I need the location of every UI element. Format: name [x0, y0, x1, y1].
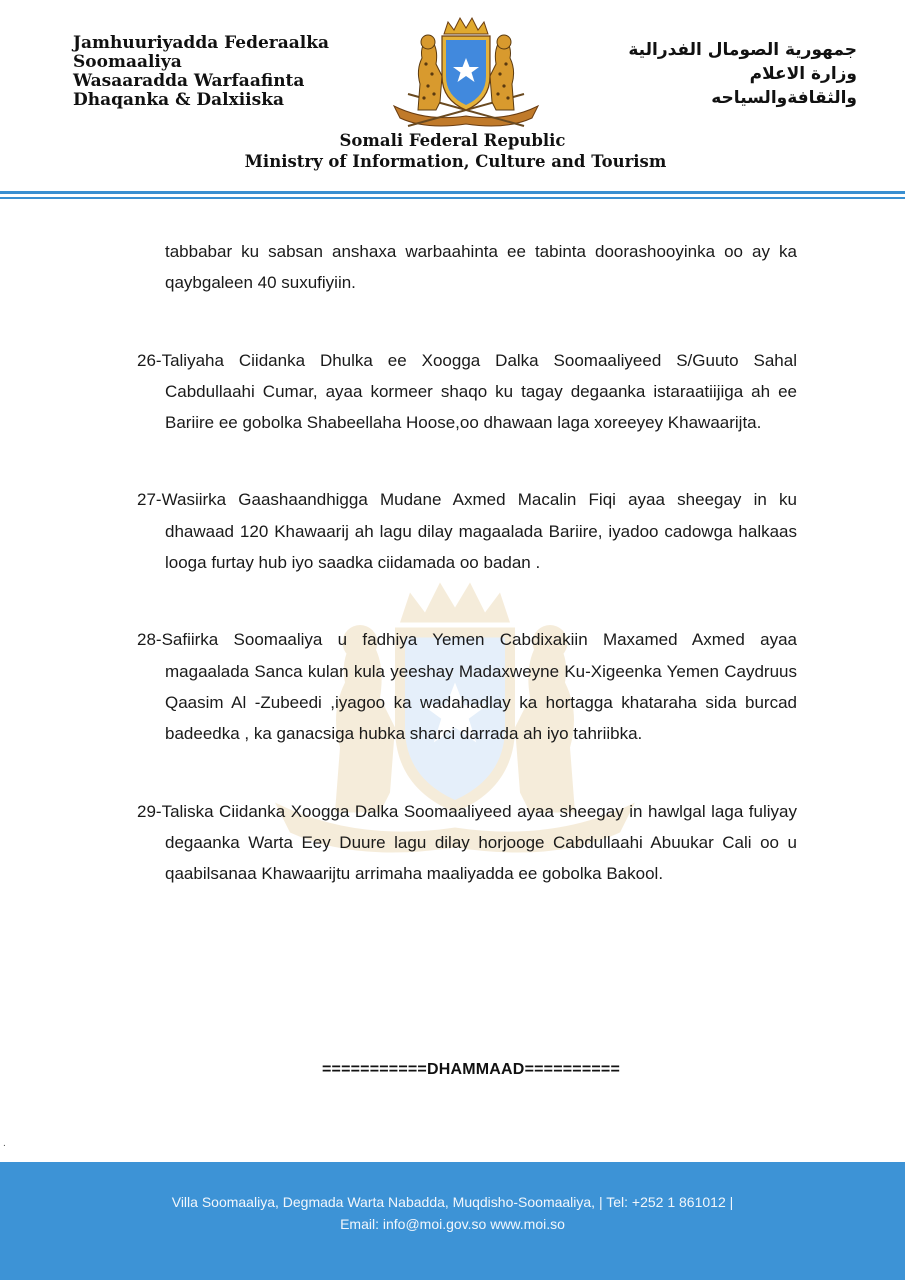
header-left-somali: [73, 34, 373, 110]
news-item-29: 29-Taliska Ciidanka Xoogga Dalka Soomaaliyeed ayaa sheegay in hawlgal laga fuliyay degaanka Warta Eey Duure lagu dilay horjooge Cabdullaahi Abuukar Cali oo u qaabilsanaa Khawaarijtu arrimaha maaliyadda ee gobolka Bakool.: [137, 801, 797, 884]
end-marker: ===========DHAMMAAD==========: [322, 1061, 621, 1078]
header-left-line: Dhaqanka & Dalxiiska: [73, 90, 284, 110]
page-footer: [0, 1162, 905, 1280]
header-right-line: والثقافةوالسياحه: [711, 88, 857, 108]
header-right-line: وزارة الاعلام: [749, 64, 857, 84]
header-left-line: Wasaaradda Warfaafinta: [73, 71, 305, 91]
header-left-line: Jamhuuriyadda Federaalka: [73, 33, 330, 53]
stray-mark: .: [3, 1138, 6, 1149]
header-right-arabic: [597, 38, 857, 110]
header-left-line: Soomaaliya: [73, 52, 182, 72]
footer-contact: Email: info@moi.gov.so www.moi.so: [340, 1216, 565, 1232]
news-item-27: 27-Wasiirka Gaashaandhigga Mudane Axmed Macalin Fiqi ayaa sheegay in ku dhawaad 120 Khawaarij ah lagu dilay magaalada Bariire, iyadoo cadowga halkaas looga furtay hub iyo saadka ciidamada oo badan .: [137, 490, 797, 573]
continued-paragraph: tabbabar ku sabsan anshaxa warbaahinta ee tabinta doorashooyinka oo ay ka qaybgaleen 40 suxufiyiin.: [165, 242, 797, 293]
ministry-title: Ministry of Information, Culture and Tourism: [244, 152, 667, 171]
header-divider-thin: [0, 197, 905, 199]
header-right-line: جمهورية الصومال الفدرالية: [628, 40, 857, 60]
news-body: [137, 236, 797, 935]
news-item-28: 28-Safiirka Soomaaliya u fadhiya Yemen Cabdixakiin Maxamed Axmed ayaa magaalada Sanca kulan kula yeeshay Madaxweyne Ku-Xigeenka Yemen Caydruus Qaasim Al -Zubeedi ,iyagoo ka wadahadlay ka hortagga khataraha sida burcad badeedka , ka ganacsiga hubka sharci darrada ah iyo tahriibka.: [137, 630, 797, 744]
header-center: [0, 130, 905, 172]
footer-address: Villa Soomaaliya, Degmada Warta Nabadda, Muqdisho-Soomaaliya, | Tel: +252 1 861012 |: [171, 1194, 734, 1210]
header-divider-thick: [0, 191, 905, 194]
news-item-26: 26-Taliyaha Ciidanka Dhulka ee Xoogga Dalka Soomaaliyeed S/Guuto Sahal Cabdullaahi Cumar, ayaa kormeer shaqo ku tagay degaanka istaraatiijiga ah ee Bariire ee gobolka Shabeellaha Hoose,oo dhawaan laga xoreeyey Khawaarijta.: [137, 350, 797, 433]
somali-coat-of-arms-icon: [386, 14, 546, 144]
republic-title: Somali Federal Republic: [339, 131, 566, 150]
